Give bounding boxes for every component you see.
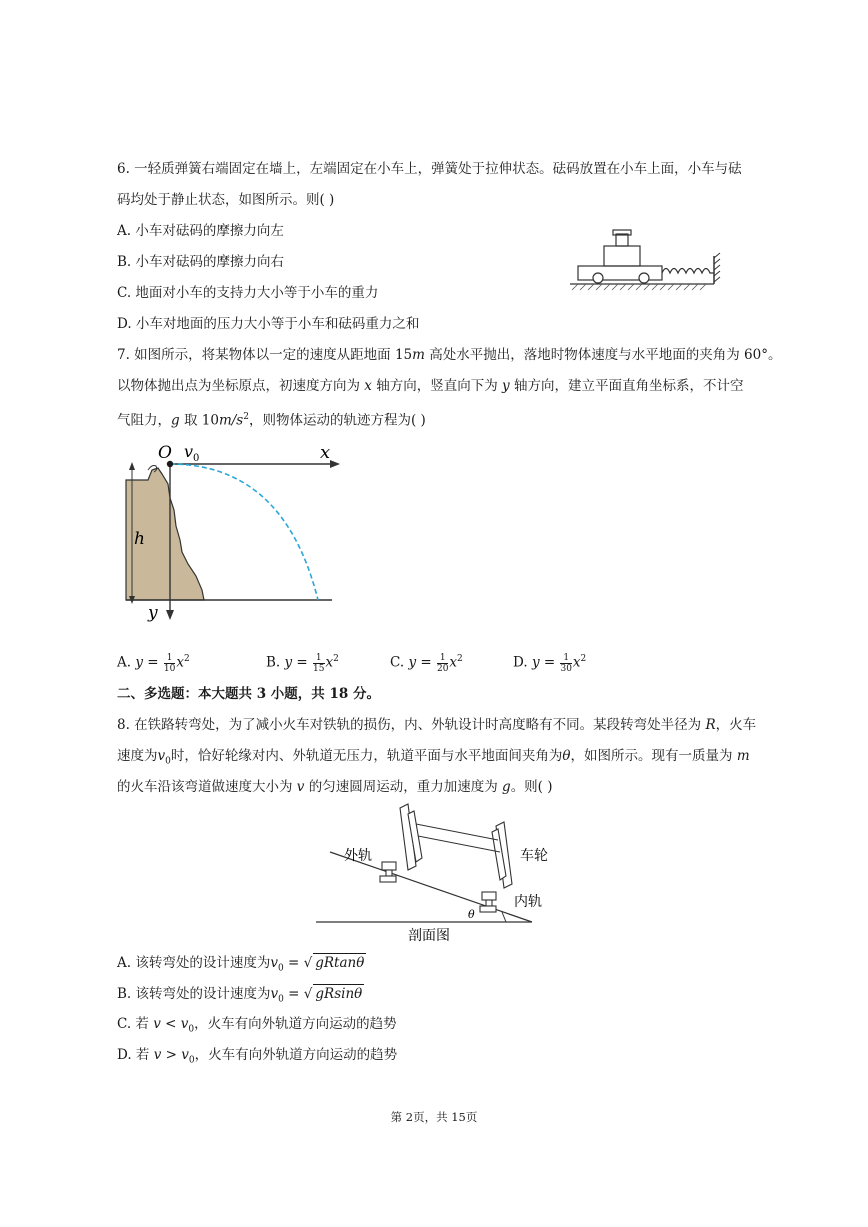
q7-stem-line1: 7. 如图所示，将某物体以一定的速度从距地面 15m 高处水平抛出，落地时物体速度与水平地面的夹角为 60°。: [117, 347, 782, 363]
height-label: h: [134, 529, 145, 549]
q7-stem-line3: 气阻力，g 取 $10m/s^2$，则物体运动的轨迹方程为( ): [117, 412, 426, 429]
section-heading: 二、多选题：本大题共 3 小题，共 18 分。: [117, 686, 380, 702]
q8-stem-line3: 的火车沿该弯道做速度大小为 v 的匀速圆周运动，重力加速度为 g。则( ): [117, 779, 553, 795]
x-axis-label: x: [320, 442, 331, 463]
q8-option-c: C. 若 $v < v_0$，火车有向外轨道方向运动的趋势: [117, 1016, 397, 1035]
q6-option-d: D. 小车对地面的压力大小等于小车和砝码重力之和: [117, 316, 420, 332]
q8-figure-rail-section: [316, 800, 548, 946]
q7-option-d: D. y = $\frac{1}{30}$ $x^2$: [513, 652, 587, 674]
q7-figure-projectile: [118, 440, 350, 624]
outer-rail-label: 外轨: [344, 848, 372, 864]
velocity-label: v: [184, 442, 194, 461]
q6-stem-line1: 6. 一轻质弹簧右端固定在墙上，左端固定在小车上，弹簧处于拉伸状态。砝码放置在小车上面，小车与砝: [117, 161, 742, 177]
figure-caption: 剖面图: [408, 928, 450, 944]
velocity-subscript: 0: [193, 453, 200, 464]
q8-option-d: D. 若 $v > v_0$，火车有向外轨道方向运动的趋势: [117, 1047, 398, 1066]
y-axis-label: y: [148, 603, 158, 623]
q7-option-b: B. y = $\frac{1}{15}$ $x^2$: [266, 652, 339, 674]
q6-option-a: A. 小车对砝码的摩擦力向左: [117, 223, 284, 239]
q8-stem-line2: 速度为$v_0$时，恰好轮缘对内、外轨道无压力，轨道平面与水平地面间夹角为θ，如图所示。现有一质量为 m: [117, 748, 750, 767]
q6-stem-line2: 码均处于静止状态，如图所示。则( ): [117, 192, 335, 208]
theta-label: θ: [468, 908, 475, 921]
q6-option-c: C. 地面对小车的支持力大小等于小车的重力: [117, 285, 379, 301]
q7-option-c: C. y = $\frac{1}{20}$ $x^2$: [390, 652, 463, 674]
inner-rail-label: 内轨: [514, 894, 542, 910]
q8-option-a: A. 该转弯处的设计速度为$v_0$ = √ gRtanθ: [117, 955, 365, 974]
wheel-label: 车轮: [520, 848, 548, 864]
q8-stem-line1: 8. 在铁路转弯处，为了减小火车对铁轨的损伤，内、外轨设计时高度略有不同。某段转弯处半径为 R，火车: [117, 717, 757, 733]
q7-option-a: A. y = $\frac{1}{10}$ $x^2$: [117, 652, 190, 674]
page-footer: 第 2页，共 15页: [390, 1110, 478, 1124]
q7-stem-line2: 以物体抛出点为坐标原点，初速度方向为 x 轴方向，竖直向下为 y 轴方向，建立平面直角坐标系，不计空: [117, 378, 744, 394]
q8-option-b: B. 该转弯处的设计速度为$v_0$ = √ gRsinθ: [117, 986, 363, 1005]
q6-figure-cart-spring: [568, 226, 728, 292]
origin-label: O: [158, 443, 172, 463]
q6-option-b: B. 小车对砝码的摩擦力向右: [117, 254, 285, 270]
